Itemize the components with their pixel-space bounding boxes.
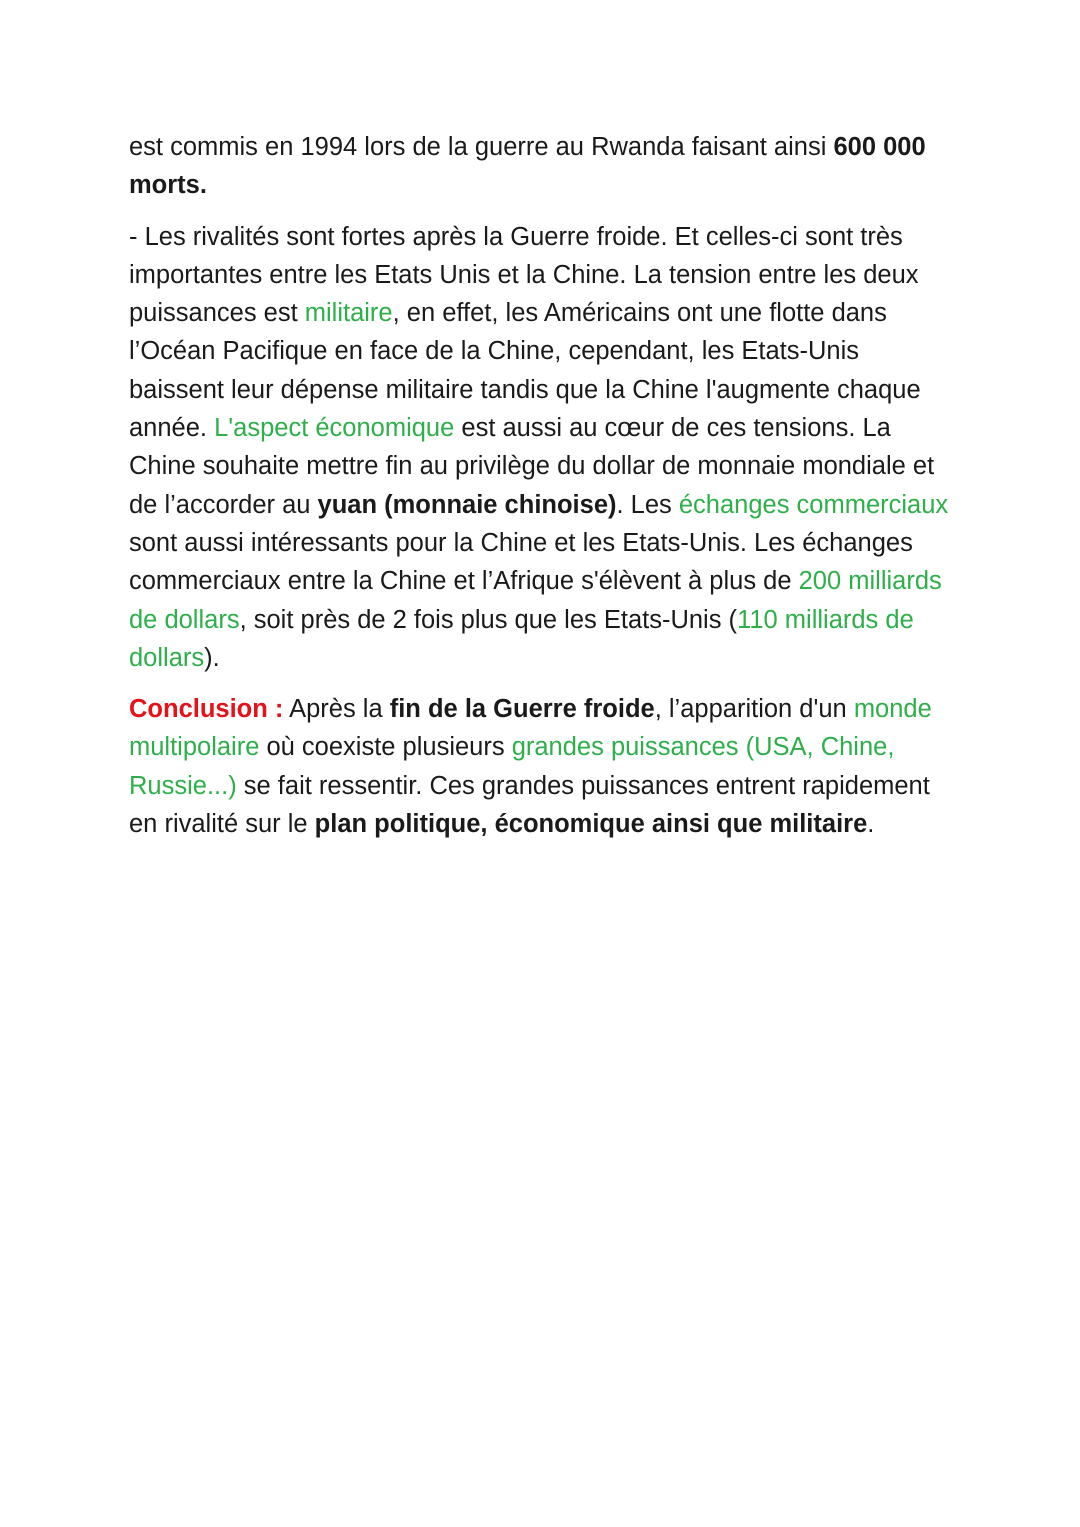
green-highlight-text: monde multipolaire [129, 695, 932, 762]
conclusion-label: Conclusion : [129, 695, 284, 724]
text-run: sont aussi intéressants pour la Chine et les Etats-Unis. Les échanges commerciaux entre la Chine et l’Afrique s'élèvent à plus de [129, 528, 913, 596]
bold-text: yuan (monnaie chinoise) [317, 490, 617, 519]
document-body [129, 128, 959, 843]
paragraph-conclusion [129, 690, 959, 843]
text-run: se fait ressentir. Ces grandes puissances entrent rapidement en rivalité sur le [129, 771, 930, 839]
green-highlight-text: 200 milliards de dollars [129, 567, 942, 634]
paragraph-rwanda [129, 128, 959, 205]
text-run: est aussi au cœur de ces tensions. La Chine souhaite mettre fin au privilège du dollar de monnaie mondiale et de l’accorder au [129, 414, 935, 519]
text-run: , en effet, les Américains ont une flotte dans l’Océan Pacifique en face de la Chine, cependant, les Etats-Unis baissent leur dépense militaire tandis que la Chine l'augmente chaque année. [129, 299, 921, 443]
text-run: . Les [616, 490, 679, 519]
text-run: où coexiste plusieurs [259, 733, 512, 762]
text-run: - Les rivalités sont fortes après la Guerre froide. Et celles-ci sont très importantes entre les Etats Unis et la Chine. La tension entre les deux puissances est [129, 222, 919, 328]
green-highlight-text: échanges commerciaux [678, 490, 949, 519]
text-run: Après la [283, 695, 390, 724]
bold-text: plan politique, économique ainsi que militaire [314, 810, 868, 839]
paragraph-rivalites [129, 218, 959, 678]
green-highlight-text: L'aspect économique [214, 414, 455, 443]
text-run: , l’apparition d'un [654, 695, 854, 724]
text-run: ). [204, 643, 220, 672]
text-run: . [867, 810, 875, 839]
bold-text: 600 000 morts. [129, 133, 926, 200]
text-run: , soit près de 2 fois plus que les Etats-Unis ( [239, 605, 738, 634]
bold-text: fin de la Guerre froide [389, 695, 655, 724]
green-highlight-text: grandes puissances (USA, Chine, Russie...) [129, 733, 895, 800]
green-highlight-text: militaire [304, 299, 393, 328]
text-run: est commis en 1994 lors de la guerre au Rwanda faisant ainsi [129, 133, 834, 161]
green-highlight-text: 110 milliards de dollars [129, 605, 914, 672]
